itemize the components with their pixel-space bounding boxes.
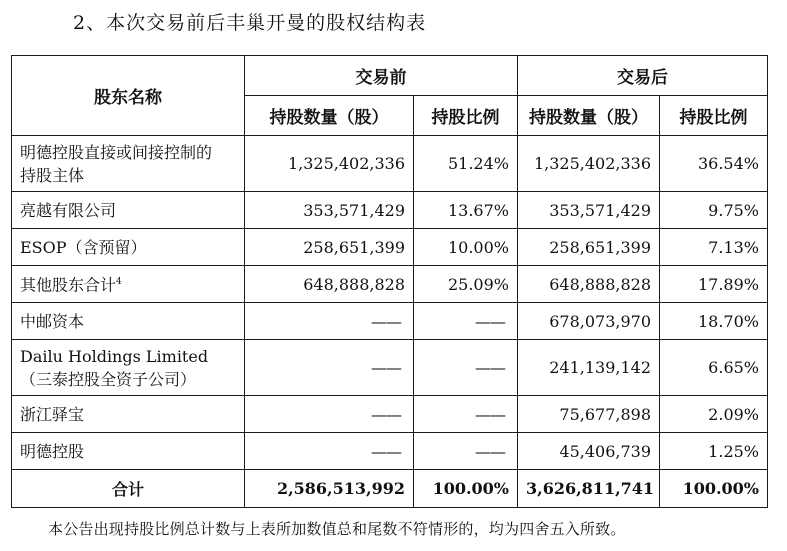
table-row: [12, 433, 768, 470]
before-shares: 648,888,828: [245, 266, 414, 303]
holder-name-text: 其他股东合计: [20, 275, 117, 295]
after-shares: 45,406,739: [518, 433, 660, 470]
footnote-marker: 4: [116, 277, 122, 288]
holder-name-line1: Dailu Holdings Limited: [20, 346, 209, 366]
holder-name: 明德控股: [12, 433, 245, 470]
header-after-ratio: 持股比例: [660, 96, 768, 136]
before-ratio: ——: [414, 433, 518, 470]
after-shares: 258,651,399: [518, 229, 660, 266]
after-ratio: 18.70%: [660, 303, 768, 340]
before-shares: ——: [245, 340, 414, 396]
holder-name-text: 明德控股直接或间接控制的持股主体: [20, 142, 213, 185]
holder-name: 亮越有限公司: [12, 192, 245, 229]
after-ratio: 1.25%: [660, 433, 768, 470]
before-shares: 258,651,399: [245, 229, 414, 266]
before-shares: 1,325,402,336: [245, 136, 414, 192]
header-after-shares: 持股数量（股）: [518, 96, 660, 136]
after-shares: 678,073,970: [518, 303, 660, 340]
header-after: 交易后: [518, 56, 768, 96]
before-ratio: 25.09%: [414, 266, 518, 303]
table-row: [12, 229, 768, 266]
after-shares: 1,325,402,336: [518, 136, 660, 192]
total-after-ratio: 100.00%: [660, 470, 768, 508]
header-before-shares: 持股数量（股）: [245, 96, 414, 136]
table-row: [12, 340, 768, 396]
header-row-1: [12, 56, 768, 96]
holder-name: 中邮资本: [12, 303, 245, 340]
after-ratio: 6.65%: [660, 340, 768, 396]
total-row: [12, 470, 768, 508]
after-shares: 75,677,898: [518, 396, 660, 433]
equity-structure-table: [11, 55, 768, 508]
after-shares: 353,571,429: [518, 192, 660, 229]
table-row: [12, 192, 768, 229]
table-row: [12, 136, 768, 192]
total-after-shares: 3,626,811,741: [518, 470, 660, 508]
before-ratio: 51.24%: [414, 136, 518, 192]
before-ratio: 10.00%: [414, 229, 518, 266]
after-ratio: 7.13%: [660, 229, 768, 266]
holder-name: [12, 340, 245, 396]
before-shares: ——: [245, 396, 414, 433]
after-shares: 648,888,828: [518, 266, 660, 303]
table-row: [12, 396, 768, 433]
after-ratio: 2.09%: [660, 396, 768, 433]
footnote: 本公告出现持股比例总计数与上表所加数值总和尾数不符情形的，均为四舍五入所致。: [48, 520, 626, 538]
before-shares: ——: [245, 303, 414, 340]
holder-name: [12, 136, 245, 192]
before-ratio: ——: [414, 396, 518, 433]
total-label: 合计: [12, 470, 245, 508]
after-ratio: 17.89%: [660, 266, 768, 303]
header-holder: 股东名称: [12, 56, 245, 136]
holder-name: [12, 266, 245, 303]
after-ratio: 9.75%: [660, 192, 768, 229]
holder-name-line2: （三泰控股全资子公司）: [20, 369, 197, 389]
table-row: [12, 303, 768, 340]
header-before-ratio: 持股比例: [414, 96, 518, 136]
table-row: [12, 266, 768, 303]
after-shares: 241,139,142: [518, 340, 660, 396]
before-shares: ——: [245, 433, 414, 470]
before-shares: 353,571,429: [245, 192, 414, 229]
holder-name: ESOP（含预留）: [12, 229, 245, 266]
header-before: 交易前: [245, 56, 518, 96]
before-ratio: ——: [414, 340, 518, 396]
before-ratio: ——: [414, 303, 518, 340]
before-ratio: 13.67%: [414, 192, 518, 229]
holder-name: 浙江驿宝: [12, 396, 245, 433]
after-ratio: 36.54%: [660, 136, 768, 192]
total-before-ratio: 100.00%: [414, 470, 518, 508]
total-before-shares: 2,586,513,992: [245, 470, 414, 508]
document-title: 2、本次交易前后丰巢开曼的股权结构表: [73, 12, 427, 34]
